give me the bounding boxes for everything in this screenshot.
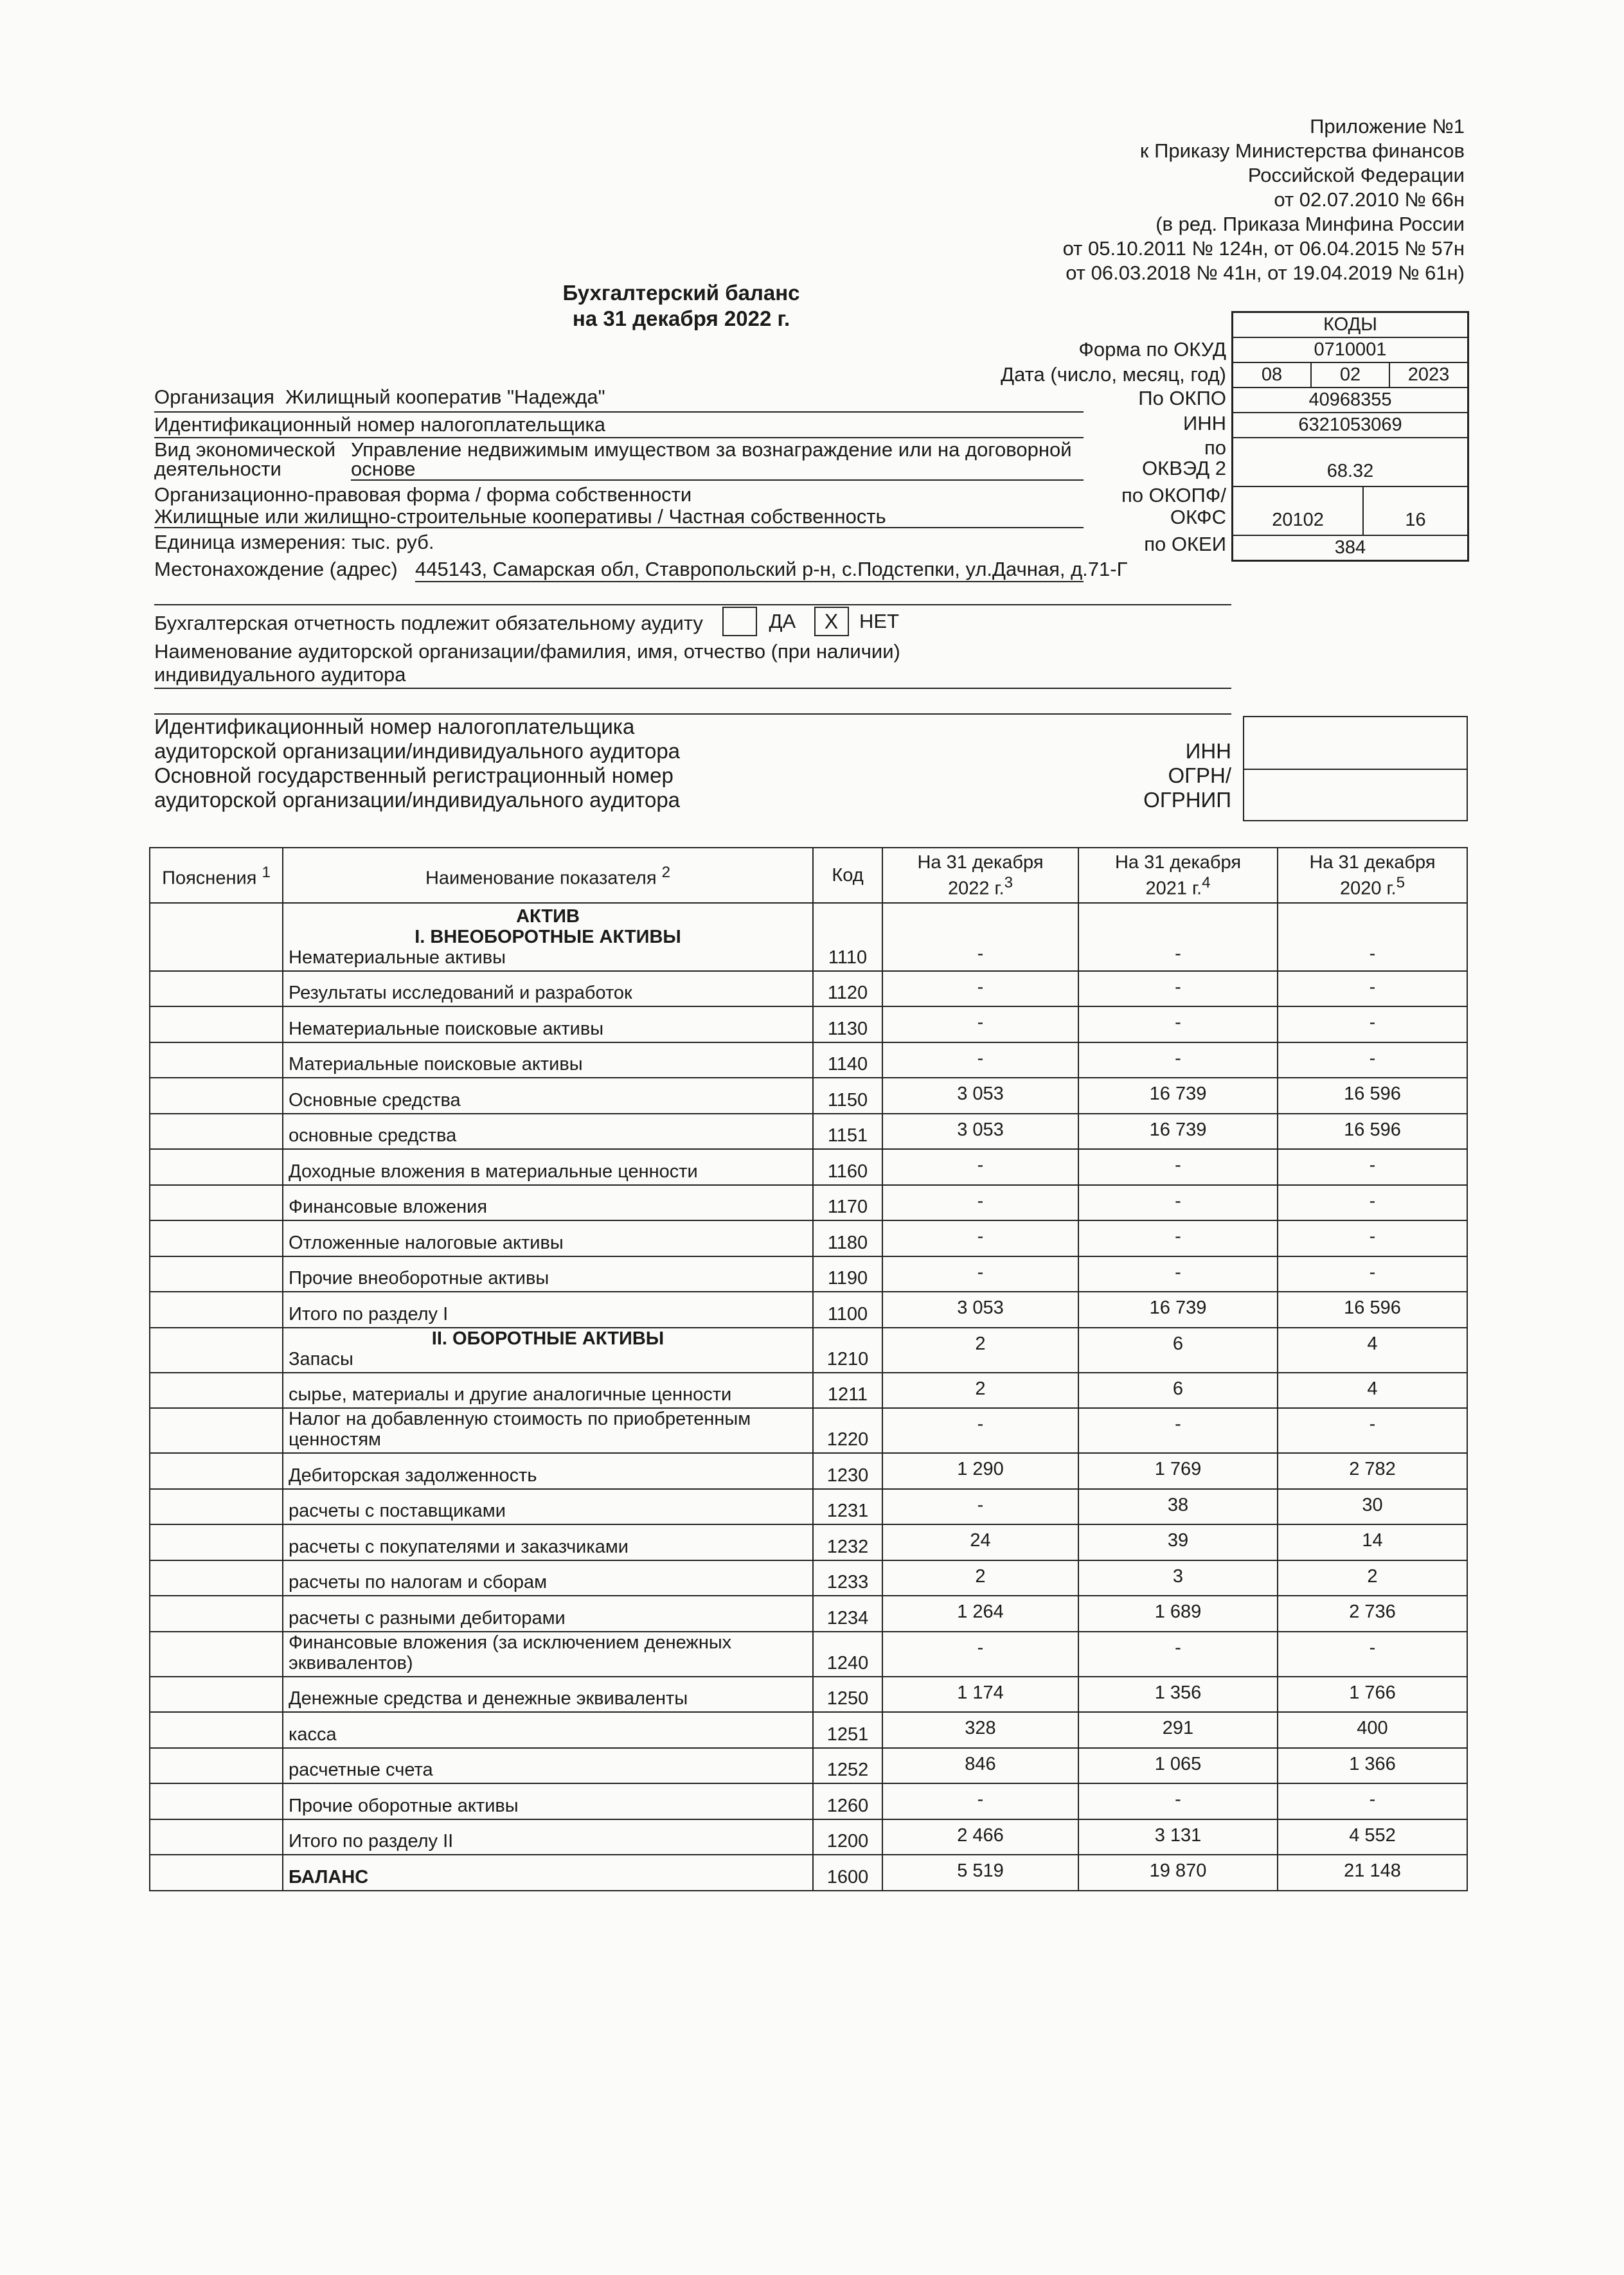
row-name bbox=[283, 1328, 813, 1373]
opf-label: Организационно-правовая форма / форма собственности bbox=[154, 483, 692, 506]
okud-row bbox=[1233, 337, 1467, 362]
row-name bbox=[283, 1783, 813, 1819]
row-label: расчеты с покупателями и заказчиками bbox=[289, 1536, 629, 1557]
row-name bbox=[283, 1042, 813, 1078]
notes-cell bbox=[150, 1006, 283, 1042]
audit-no-label: НЕТ bbox=[859, 610, 900, 632]
inn-code-label: ИНН bbox=[1182, 412, 1226, 434]
auditor-ogrn-label-1: Основной государственный регистрационный номер bbox=[154, 763, 674, 787]
notes-cell bbox=[150, 1373, 283, 1409]
row-code: 1240 bbox=[813, 1632, 882, 1677]
value-2020: 16 596 bbox=[1278, 1078, 1467, 1114]
value-2022: - bbox=[882, 1220, 1078, 1256]
table-row bbox=[150, 1149, 1467, 1185]
value-2021: 6 bbox=[1078, 1373, 1278, 1409]
value-2020: - bbox=[1278, 971, 1467, 1007]
row-code: 1250 bbox=[813, 1677, 882, 1713]
row-label: касса bbox=[289, 1724, 337, 1745]
row-label: расчеты по налогам и сборам bbox=[289, 1572, 548, 1592]
row-code: 1120 bbox=[813, 971, 882, 1007]
value-2021: 3 bbox=[1078, 1560, 1278, 1596]
date-year: 2023 bbox=[1389, 363, 1467, 387]
value-2020: - bbox=[1278, 903, 1467, 971]
value-2020: 30 bbox=[1278, 1489, 1467, 1525]
row-label: Основные средства bbox=[289, 1089, 461, 1111]
value-2021: - bbox=[1078, 1408, 1278, 1453]
inn-row bbox=[1233, 412, 1467, 437]
value-2022: - bbox=[882, 1783, 1078, 1819]
row-code: 1231 bbox=[813, 1489, 882, 1525]
value-2022: - bbox=[882, 903, 1078, 971]
value-2020: 4 bbox=[1278, 1328, 1467, 1373]
table-row bbox=[150, 1489, 1467, 1525]
okved-value: 68.32 bbox=[1326, 461, 1374, 481]
value-2021: 1 769 bbox=[1078, 1453, 1278, 1489]
value-2022: - bbox=[882, 1149, 1078, 1185]
value-2021: 1 356 bbox=[1078, 1677, 1278, 1713]
row-label: сырье, материалы и другие аналогичные ценности bbox=[289, 1384, 732, 1405]
value-2020: 14 bbox=[1278, 1524, 1467, 1560]
row-label: Запасы bbox=[289, 1348, 353, 1369]
org-value: Жилищный кооператив "Надежда" bbox=[285, 386, 605, 408]
notes-cell bbox=[150, 1114, 283, 1150]
value-2020: 16 596 bbox=[1278, 1114, 1467, 1150]
row-label: Результаты исследований и разработок bbox=[289, 983, 632, 1003]
row-name bbox=[283, 1185, 813, 1221]
header-name: Наименование показателя $^2$ bbox=[283, 848, 813, 903]
row-code: 1150 bbox=[813, 1078, 882, 1114]
auditor-name-underline bbox=[154, 688, 1231, 689]
title-line-1: Бухгалтерский баланс bbox=[562, 281, 800, 305]
auditor-ogrn-code-label-2: ОГРНИП bbox=[1143, 788, 1231, 812]
row-name bbox=[283, 1373, 813, 1409]
row-code: 1140 bbox=[813, 1042, 882, 1078]
okfs-value: 16 bbox=[1362, 487, 1467, 535]
value-2021: 1 065 bbox=[1078, 1748, 1278, 1784]
table-row bbox=[150, 903, 1467, 971]
audit-subject-label: Бухгалтерская отчетность подлежит обязательному аудиту bbox=[154, 612, 703, 634]
row-name bbox=[283, 1256, 813, 1292]
row-code: 1110 bbox=[813, 903, 882, 971]
activity-underline bbox=[351, 479, 1084, 481]
value-2021: 291 bbox=[1078, 1712, 1278, 1748]
inn-label: Идентификационный номер налогоплательщика bbox=[154, 413, 606, 436]
row-code: 1130 bbox=[813, 1006, 882, 1042]
row-code: 1233 bbox=[813, 1560, 882, 1596]
value-2022: 846 bbox=[882, 1748, 1078, 1784]
table-row bbox=[150, 1408, 1467, 1453]
value-2022: - bbox=[882, 1042, 1078, 1078]
row-code: 1151 bbox=[813, 1114, 882, 1150]
value-2021: - bbox=[1078, 1256, 1278, 1292]
org-underline bbox=[154, 411, 1084, 413]
notes-cell bbox=[150, 1819, 283, 1855]
activity-label-1: Вид экономической bbox=[154, 438, 336, 461]
auditor-inn-label-1: Идентификационный номер налогоплательщика bbox=[154, 715, 635, 738]
table-row bbox=[150, 1819, 1467, 1855]
row-label: Материальные поисковые активы bbox=[289, 1054, 583, 1075]
notes-cell bbox=[150, 1783, 283, 1819]
value-2021: 1 689 bbox=[1078, 1596, 1278, 1632]
value-2022: - bbox=[882, 1256, 1078, 1292]
value-2021: - bbox=[1078, 1632, 1278, 1677]
row-label: Налог на добавленную стоимость по приобретенным ценностям bbox=[289, 1409, 751, 1450]
auditor-name-label-1: Наименование аудиторской организации/фамилия, имя, отчество (при наличии) bbox=[154, 640, 900, 663]
row-name bbox=[283, 1712, 813, 1748]
okved-row bbox=[1233, 437, 1467, 486]
row-code: 1260 bbox=[813, 1783, 882, 1819]
codes-header: КОДЫ bbox=[1323, 314, 1377, 335]
value-2021: - bbox=[1078, 1006, 1278, 1042]
opf-underline bbox=[154, 527, 1084, 528]
row-name bbox=[283, 1748, 813, 1784]
row-code: 1100 bbox=[813, 1292, 882, 1328]
notes-cell bbox=[150, 1632, 283, 1677]
appendix-line: от 06.03.2018 № 41н, от 19.04.2019 № 61н) bbox=[1066, 262, 1465, 284]
value-2022: 2 bbox=[882, 1560, 1078, 1596]
date-month: 02 bbox=[1310, 363, 1389, 387]
notes-cell bbox=[150, 1489, 283, 1525]
row-name bbox=[283, 1596, 813, 1632]
table-row bbox=[150, 1256, 1467, 1292]
value-2020: 16 596 bbox=[1278, 1292, 1467, 1328]
value-2020: - bbox=[1278, 1185, 1467, 1221]
row-name bbox=[283, 1006, 813, 1042]
header-code: Код bbox=[813, 848, 882, 903]
value-2020: - bbox=[1278, 1042, 1467, 1078]
auditor-inn-code-label: ИНН bbox=[1185, 739, 1231, 763]
audit-yes-label: ДА bbox=[769, 610, 796, 632]
value-2020: - bbox=[1278, 1408, 1467, 1453]
address-label: Местонахождение (адрес) bbox=[154, 558, 398, 580]
auditor-ogrn-code-label-1: ОГРН/ bbox=[1168, 763, 1231, 787]
value-2021: 38 bbox=[1078, 1489, 1278, 1525]
row-name bbox=[283, 1078, 813, 1114]
table-row bbox=[150, 1855, 1467, 1891]
value-2021: - bbox=[1078, 1149, 1278, 1185]
row-label: Дебиторская задолженность bbox=[289, 1465, 537, 1486]
date-day: 08 bbox=[1261, 364, 1283, 385]
row-name bbox=[283, 1220, 813, 1256]
auditor-codes-labels bbox=[1028, 739, 1231, 812]
appendix-line: от 02.07.2010 № 66н bbox=[1274, 188, 1465, 211]
row-label: расчеты с разными дебиторами bbox=[289, 1607, 566, 1628]
section-aktiv-heading: АКТИВ bbox=[516, 906, 580, 927]
notes-cell bbox=[150, 1524, 283, 1560]
row-name bbox=[283, 971, 813, 1007]
codes-box bbox=[1231, 311, 1469, 562]
value-2022: 3 053 bbox=[882, 1292, 1078, 1328]
appendix-line: Российской Федерации bbox=[1247, 164, 1465, 186]
row-label: Денежные средства и денежные эквиваленты bbox=[289, 1688, 688, 1709]
table-row bbox=[150, 1783, 1467, 1819]
unit-label: Единица измерения: тыс. руб. bbox=[154, 531, 434, 553]
value-2021: 19 870 bbox=[1078, 1855, 1278, 1891]
value-2022: 1 264 bbox=[882, 1596, 1078, 1632]
notes-cell bbox=[150, 971, 283, 1007]
table-row bbox=[150, 971, 1467, 1007]
table-row bbox=[150, 1712, 1467, 1748]
row-name bbox=[283, 1149, 813, 1185]
row-name bbox=[283, 903, 813, 971]
value-2021: - bbox=[1078, 1220, 1278, 1256]
row-name bbox=[283, 1677, 813, 1713]
value-2020: - bbox=[1278, 1256, 1467, 1292]
okved-label-1: по bbox=[1204, 436, 1226, 459]
value-2022: 1 174 bbox=[882, 1677, 1078, 1713]
okud-label: Форма по ОКУД bbox=[1078, 338, 1226, 361]
row-label: Финансовые вложения (за исключением денежных эквивалентов) bbox=[289, 1632, 732, 1673]
address-value: 445143, Самарская обл, Ставропольский р-н, с.Подстепки, ул.Дачная, д.71-Г bbox=[415, 558, 1128, 580]
appendix-line: (в ред. Приказа Минфина России bbox=[1156, 213, 1465, 235]
notes-cell bbox=[150, 1560, 283, 1596]
table-row bbox=[150, 1006, 1467, 1042]
audit-yes-group bbox=[722, 607, 899, 636]
row-label: Прочие внеоборотные активы bbox=[289, 1268, 549, 1289]
opf-value: Жилищные или жилищно-строительные кооперативы / Частная собственность bbox=[154, 505, 886, 528]
okud-value: 0710001 bbox=[1314, 339, 1387, 360]
value-2022: 2 bbox=[882, 1373, 1078, 1409]
value-2022: - bbox=[882, 1632, 1078, 1677]
title-line-2: на 31 декабря 2022 г. bbox=[572, 307, 790, 330]
value-2022: - bbox=[882, 1185, 1078, 1221]
date-row bbox=[1233, 362, 1467, 387]
value-2020: 2 782 bbox=[1278, 1453, 1467, 1489]
value-2021: - bbox=[1078, 971, 1278, 1007]
row-name bbox=[283, 1560, 813, 1596]
value-2020: - bbox=[1278, 1783, 1467, 1819]
auditor-name-label-2: индивидуального аудитора bbox=[154, 663, 406, 686]
section-2-heading: II. ОБОРОТНЫЕ АКТИВЫ bbox=[431, 1328, 665, 1349]
okpo-value: 40968355 bbox=[1308, 389, 1392, 410]
auditor-inn-block bbox=[154, 715, 680, 812]
auditor-inn-label-2: аудиторской организации/индивидуального аудитора bbox=[154, 739, 681, 763]
row-name bbox=[283, 1408, 813, 1453]
table-row bbox=[150, 1292, 1467, 1328]
notes-cell bbox=[150, 1453, 283, 1489]
row-label: основные средства bbox=[289, 1125, 457, 1146]
auditor-codes-box bbox=[1243, 716, 1468, 821]
table-header-row bbox=[150, 848, 1467, 903]
activity-value-2: основе bbox=[351, 458, 416, 480]
value-2021: - bbox=[1078, 1783, 1278, 1819]
value-2020: - bbox=[1278, 1006, 1467, 1042]
value-2022: 3 053 bbox=[882, 1078, 1078, 1114]
value-2022: - bbox=[882, 1408, 1078, 1453]
row-code: 1251 bbox=[813, 1712, 882, 1748]
notes-cell bbox=[150, 1185, 283, 1221]
value-2021: 6 bbox=[1078, 1328, 1278, 1373]
row-name bbox=[283, 1632, 813, 1677]
okpo-row bbox=[1233, 387, 1467, 412]
table-row bbox=[150, 1078, 1467, 1114]
okpo-label: По ОКПО bbox=[1138, 387, 1226, 409]
value-2022: 1 290 bbox=[882, 1453, 1078, 1489]
appendix-line: от 05.10.2011 № 124н, от 06.04.2015 № 57н bbox=[1062, 237, 1465, 260]
audit-no-checkbox[interactable]: X bbox=[814, 607, 849, 636]
value-2021: - bbox=[1078, 1042, 1278, 1078]
value-2022: - bbox=[882, 1006, 1078, 1042]
okopf-label-2: ОКФС bbox=[1170, 506, 1226, 528]
row-label: Итого по разделу II bbox=[289, 1831, 454, 1851]
value-2020: 400 bbox=[1278, 1712, 1467, 1748]
table-row bbox=[150, 1596, 1467, 1632]
value-2020: - bbox=[1278, 1220, 1467, 1256]
notes-cell bbox=[150, 903, 283, 971]
notes-cell bbox=[150, 1042, 283, 1078]
appendix-line: к Приказу Министерства финансов bbox=[1139, 139, 1465, 162]
row-code: 1211 bbox=[813, 1373, 882, 1409]
section-1-heading: I. ВНЕОБОРОТНЫЕ АКТИВЫ bbox=[415, 926, 681, 947]
value-2020: 2 736 bbox=[1278, 1596, 1467, 1632]
appendix-note bbox=[693, 114, 1465, 285]
notes-cell bbox=[150, 1292, 283, 1328]
codes-header-row bbox=[1233, 313, 1467, 337]
row-code: 1220 bbox=[813, 1408, 882, 1453]
value-2022: - bbox=[882, 1489, 1078, 1525]
value-2020: 4 552 bbox=[1278, 1819, 1467, 1855]
value-2021: - bbox=[1078, 903, 1278, 971]
table-row bbox=[150, 1748, 1467, 1784]
row-label: БАЛАНС bbox=[289, 1866, 369, 1887]
value-2020: - bbox=[1278, 1632, 1467, 1677]
row-code: 1170 bbox=[813, 1185, 882, 1221]
value-2020: 1 766 bbox=[1278, 1677, 1467, 1713]
okei-value: 384 bbox=[1334, 537, 1366, 558]
row-name bbox=[283, 1819, 813, 1855]
row-label: Прочие оборотные активы bbox=[289, 1795, 519, 1816]
table-row bbox=[150, 1042, 1467, 1078]
header-2021: На 31 декабря 2021 г.$^4$ bbox=[1078, 848, 1278, 903]
notes-cell bbox=[150, 1078, 283, 1114]
address-underline-2 bbox=[154, 604, 1231, 605]
value-2022: 2 466 bbox=[882, 1819, 1078, 1855]
value-2021: 16 739 bbox=[1078, 1078, 1278, 1114]
balance-table bbox=[149, 847, 1468, 1891]
header-2022: На 31 декабря 2022 г.$^3$ bbox=[882, 848, 1078, 903]
row-code: 1230 bbox=[813, 1453, 882, 1489]
table-row bbox=[150, 1185, 1467, 1221]
activity-label-2: деятельности bbox=[154, 458, 281, 480]
value-2020: 21 148 bbox=[1278, 1855, 1467, 1891]
value-2022: 2 bbox=[882, 1328, 1078, 1373]
value-2021: 3 131 bbox=[1078, 1819, 1278, 1855]
row-label: Доходные вложения в материальные ценности bbox=[289, 1161, 698, 1182]
notes-cell bbox=[150, 1855, 283, 1891]
address-underline bbox=[415, 581, 1084, 582]
row-code: 1232 bbox=[813, 1524, 882, 1560]
row-code: 1210 bbox=[813, 1328, 882, 1373]
value-2022: - bbox=[882, 971, 1078, 1007]
auditor-ogrn-label-2: аудиторской организации/индивидуального аудитора bbox=[154, 788, 681, 812]
value-2021: 16 739 bbox=[1078, 1114, 1278, 1150]
row-code: 1234 bbox=[813, 1596, 882, 1632]
value-2020: 1 366 bbox=[1278, 1748, 1467, 1784]
notes-cell bbox=[150, 1677, 283, 1713]
row-name bbox=[283, 1453, 813, 1489]
row-code: 1160 bbox=[813, 1149, 882, 1185]
value-2020: - bbox=[1278, 1149, 1467, 1185]
table-row bbox=[150, 1524, 1467, 1560]
row-code: 1180 bbox=[813, 1220, 882, 1256]
row-name bbox=[283, 1855, 813, 1891]
value-2022: 24 bbox=[882, 1524, 1078, 1560]
activity-value-1: Управление недвижимым имуществом за вознаграждение или на договорной bbox=[351, 438, 1072, 461]
header-notes: Пояснения $^1$ bbox=[150, 848, 283, 903]
row-name bbox=[283, 1489, 813, 1525]
row-label: Отложенные налоговые активы bbox=[289, 1232, 564, 1253]
inn-value: 6321053069 bbox=[1298, 415, 1402, 435]
table-row bbox=[150, 1632, 1467, 1677]
notes-cell bbox=[150, 1149, 283, 1185]
row-label: Нематериальные поисковые активы bbox=[289, 1018, 604, 1039]
value-2022: 5 519 bbox=[882, 1855, 1078, 1891]
okopf-value: 20102 bbox=[1272, 510, 1324, 530]
notes-cell bbox=[150, 1328, 283, 1373]
row-code: 1200 bbox=[813, 1819, 882, 1855]
notes-cell bbox=[150, 1748, 283, 1784]
okopf-label-1: по ОКОПФ/ bbox=[1121, 484, 1226, 506]
value-2021: 39 bbox=[1078, 1524, 1278, 1560]
value-2020: 4 bbox=[1278, 1373, 1467, 1409]
value-2020: 2 bbox=[1278, 1560, 1467, 1596]
value-2022: 3 053 bbox=[882, 1114, 1078, 1150]
table-row bbox=[150, 1560, 1467, 1596]
table-row bbox=[150, 1677, 1467, 1713]
value-2022: 328 bbox=[882, 1712, 1078, 1748]
table-row bbox=[150, 1220, 1467, 1256]
okved-label-2: ОКВЭД 2 bbox=[1142, 457, 1226, 479]
row-label: Нематериальные активы bbox=[289, 947, 506, 968]
okei-row bbox=[1233, 535, 1467, 560]
notes-cell bbox=[150, 1220, 283, 1256]
row-name bbox=[283, 1292, 813, 1328]
value-2021: 16 739 bbox=[1078, 1292, 1278, 1328]
row-code: 1600 bbox=[813, 1855, 882, 1891]
okopf-row bbox=[1233, 486, 1467, 535]
auditor-box-divider bbox=[1244, 769, 1467, 770]
document-title bbox=[501, 280, 861, 332]
row-label: Итого по разделу I bbox=[289, 1303, 449, 1325]
appendix-line: Приложение №1 bbox=[1310, 115, 1465, 138]
row-code: 1252 bbox=[813, 1748, 882, 1784]
date-label: Дата (число, месяц, год) bbox=[1001, 363, 1226, 386]
row-name bbox=[283, 1524, 813, 1560]
value-2021: - bbox=[1078, 1185, 1278, 1221]
row-code: 1190 bbox=[813, 1256, 882, 1292]
table-row bbox=[150, 1328, 1467, 1373]
okei-label: по ОКЕИ bbox=[1144, 533, 1226, 555]
row-name bbox=[283, 1114, 813, 1150]
notes-cell bbox=[150, 1712, 283, 1748]
row-label: Финансовые вложения bbox=[289, 1197, 488, 1217]
org-label: Организация bbox=[154, 386, 274, 408]
row-label: расчеты с поставщиками bbox=[289, 1501, 506, 1521]
header-2020: На 31 декабря 2020 г.$^5$ bbox=[1278, 848, 1467, 903]
notes-cell bbox=[150, 1408, 283, 1453]
notes-cell bbox=[150, 1256, 283, 1292]
table-row bbox=[150, 1373, 1467, 1409]
table-row bbox=[150, 1114, 1467, 1150]
table-row bbox=[150, 1453, 1467, 1489]
row-label: расчетные счета bbox=[289, 1760, 433, 1780]
audit-yes-checkbox[interactable] bbox=[722, 607, 757, 636]
notes-cell bbox=[150, 1596, 283, 1632]
